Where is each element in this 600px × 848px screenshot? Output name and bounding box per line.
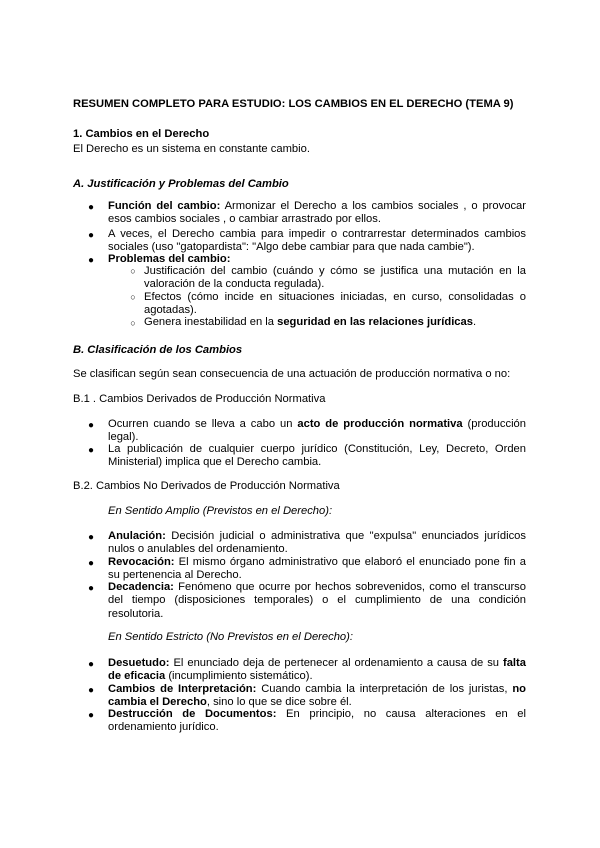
- bullet-icon: ●: [87, 202, 95, 213]
- item-label: Problemas del cambio:: [108, 253, 231, 265]
- item-text: En principio, no causa alteraciones en el ordenamiento jurídico.: [108, 708, 526, 734]
- item-text: Genera inestabilidad en la: [144, 316, 278, 328]
- item-label: Destrucción de Documentos:: [108, 708, 277, 720]
- list-item: [108, 228, 526, 255]
- item-text: Decisión judicial o administrativa que "expulsa" enunciados jurídicos nulos o anulables del ordenamiento.: [108, 530, 526, 556]
- item-text: Fenómeno que ocurre por hechos sobrevenidos, como el transcurso del tiempo (disposiciones temporales) o el cumplimiento de una condición resolutoria.: [108, 581, 526, 620]
- section-b-heading: B. Clasificación de los Cambios: [73, 344, 243, 356]
- list-item: [108, 683, 526, 710]
- list-item: [108, 530, 526, 557]
- b2-heading: B.2. Cambios No Derivados de Producción Normativa: [73, 480, 340, 492]
- item-text: (producción legal).: [108, 418, 526, 444]
- amplio-heading: En Sentido Amplio (Previstos en el Derecho):: [108, 505, 333, 517]
- item-bold-text: acto de producción normativa: [297, 418, 463, 430]
- item-label: Cambios de Interpretación:: [108, 683, 257, 695]
- item-text: El enunciado deja de pertenecer al ordenamiento a causa de su: [169, 657, 503, 669]
- item-text: Cuando cambia la interpretación de los juristas,: [256, 683, 513, 695]
- circle-bullet-icon: ○: [130, 292, 136, 302]
- document-title: RESUMEN COMPLETO PARA ESTUDIO: LOS CAMBIOS EN EL DERECHO (TEMA 9): [73, 98, 514, 110]
- list-item: [108, 418, 526, 445]
- bullet-icon: ●: [87, 710, 95, 721]
- item-label: Desuetudo:: [108, 657, 170, 669]
- item-text: A veces, el Derecho cambia para impedir o contrarrestar determinados cambios sociales (uso "gatopardista": "Algo debe cambiar para que nada cambie").: [108, 228, 526, 254]
- bullet-icon: ●: [87, 255, 95, 266]
- item-text: Ocurren cuando se lleva a cabo un: [108, 418, 298, 430]
- estricto-heading: En Sentido Estricto (No Previstos en el Derecho):: [108, 631, 353, 643]
- bullet-icon: ●: [87, 445, 95, 456]
- b1-heading: B.1 . Cambios Derivados de Producción Normativa: [73, 393, 326, 405]
- bullet-icon: ●: [87, 685, 95, 696]
- list-item: [108, 200, 526, 227]
- bullet-icon: ●: [87, 532, 95, 543]
- circle-bullet-icon: ○: [130, 318, 136, 328]
- bullet-icon: ●: [87, 583, 95, 594]
- bullet-icon: ●: [87, 558, 95, 569]
- item-label: Anulación:: [108, 530, 166, 542]
- item-bold-text: no cambia el Derecho: [108, 683, 526, 709]
- sub-list-item: [144, 316, 526, 329]
- sub-list-item: Efectos (cómo incide en situaciones iniciadas, en curso, consolidadas o agotadas).: [144, 291, 526, 317]
- section-1-intro: El Derecho es un sistema en constante cambio.: [73, 143, 310, 155]
- bullet-icon: ●: [87, 230, 95, 241]
- item-bold-text: falta de eficacia: [108, 657, 526, 683]
- item-text: El mismo órgano administrativo que elaboró el enunciado pone fin a su pertenencia al Derecho.: [108, 556, 526, 582]
- section-1-heading: 1. Cambios en el Derecho: [73, 128, 210, 140]
- section-a-heading: A. Justificación y Problemas del Cambio: [73, 178, 289, 190]
- item-label: Decadencia:: [108, 581, 174, 593]
- item-label: Función del cambio:: [108, 200, 221, 212]
- circle-bullet-icon: ○: [130, 266, 136, 276]
- bullet-icon: ●: [87, 420, 95, 431]
- bullet-icon: ●: [87, 659, 95, 670]
- section-b-intro: Se clasifican según sean consecuencia de una actuación de producción normativa o no:: [73, 368, 511, 380]
- item-text: , sino lo que se dice sobre él.: [206, 696, 352, 709]
- item-label: Revocación:: [108, 556, 175, 568]
- list-item: [108, 556, 526, 583]
- item-bold-text: seguridad en las relaciones jurídicas: [277, 316, 473, 328]
- sub-list-item: Justificación del cambio (cuándo y cómo se justifica una mutación en la valoración de la conducta regulada).: [144, 265, 526, 291]
- item-text: (incumplimiento sistemático).: [165, 670, 313, 683]
- list-item: [108, 657, 526, 684]
- list-item: [108, 708, 526, 735]
- list-item: [108, 581, 526, 621]
- item-text: .: [472, 316, 477, 328]
- list-item: La publicación de cualquier cuerpo jurídico (Constitución, Ley, Decreto, Orden Ministerial) implica que el Derecho cambia.: [108, 443, 526, 469]
- item-text: Armonizar el Derecho a los cambios sociales , o provocar esos cambios sociales , o cambiar arrastrado por ellos.: [108, 200, 526, 226]
